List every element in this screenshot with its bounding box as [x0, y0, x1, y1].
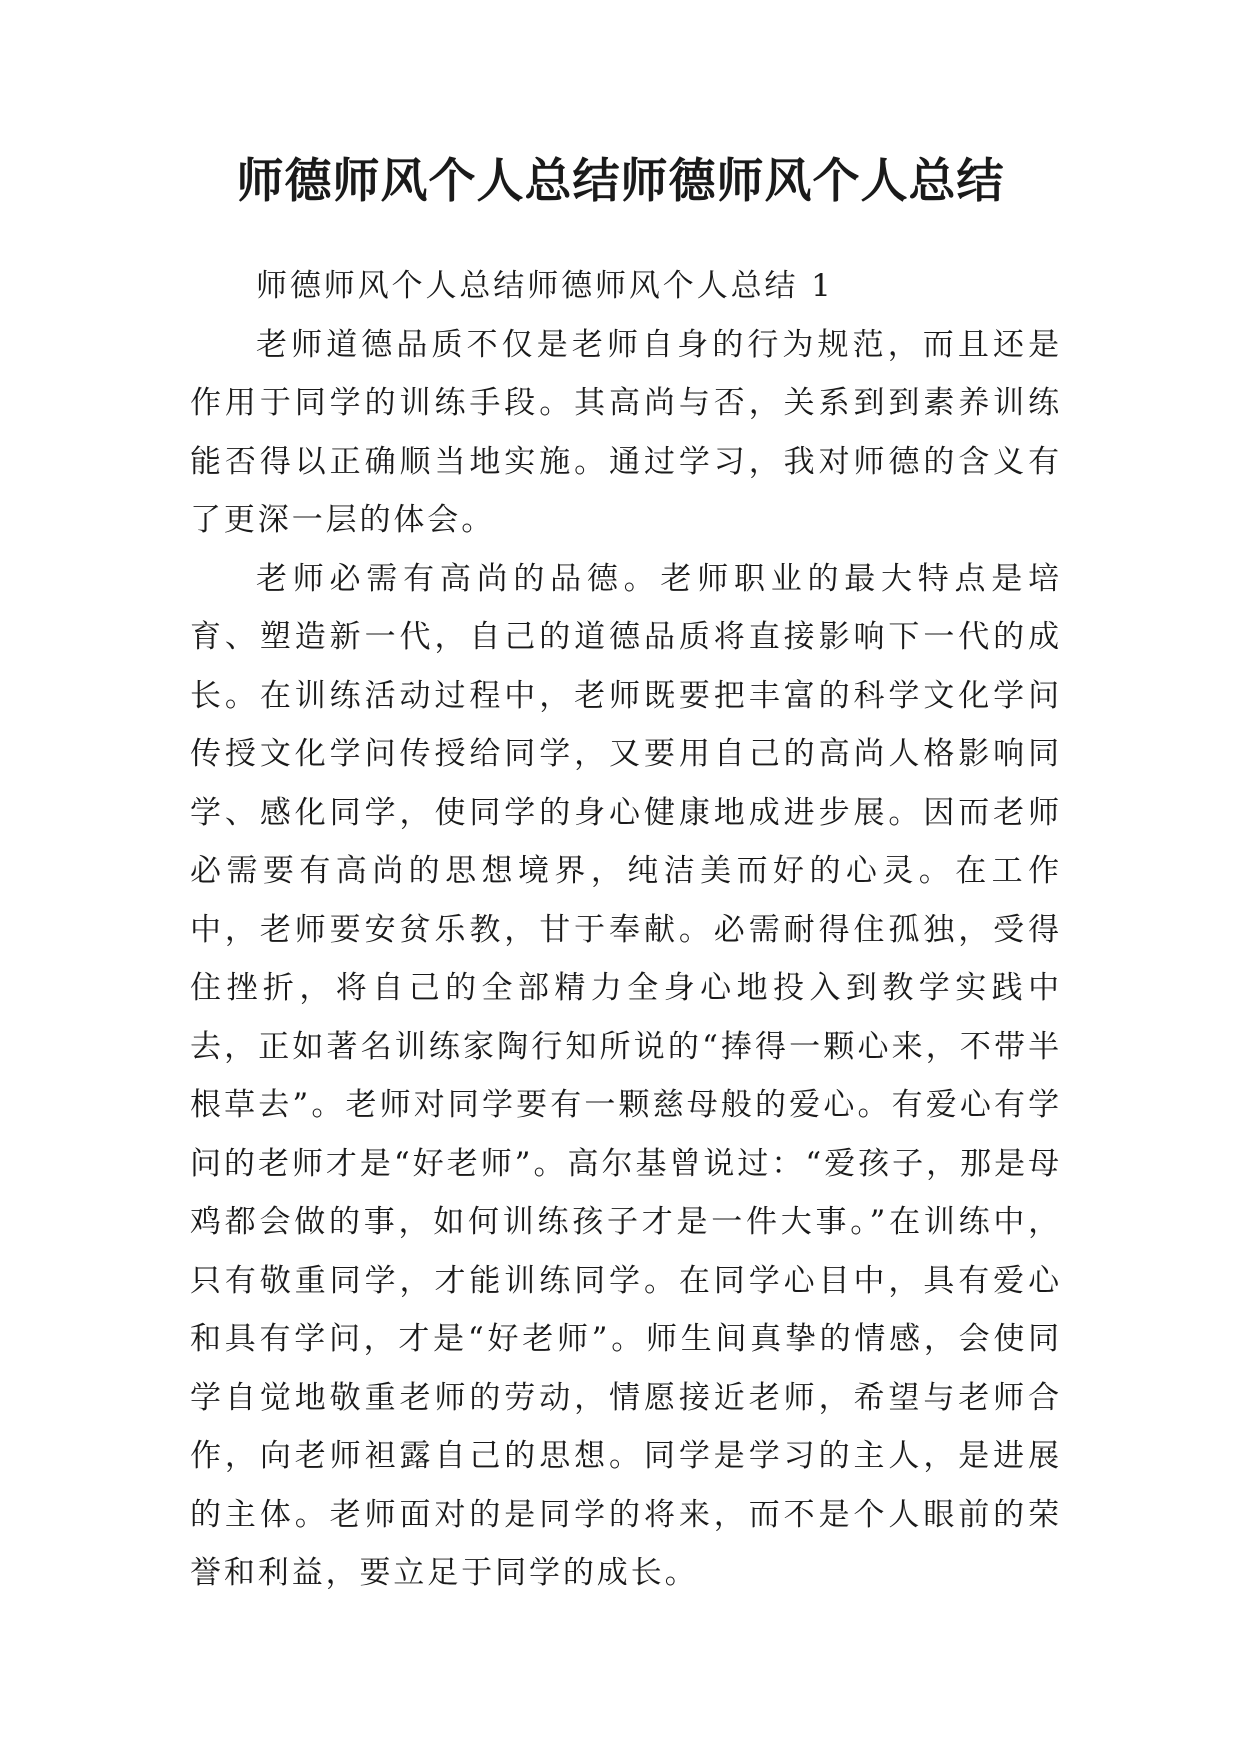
paragraph: 老师道德品质不仅是老师自身的行为规范，而且还是作用于同学的训练手段。其高尚与否，关系到到素养训练能否得以正确顺当地实施。通过学习，我对师德的含义有了更深一层的体会。 [190, 326, 1062, 538]
section-heading: 师德师风个人总结师德师风个人总结 1 [256, 268, 834, 304]
document-title: 师德师风个人总结师德师风个人总结 [236, 154, 1005, 209]
document-body [190, 257, 1062, 1603]
paragraph: 老师必需有高尚的品德。老师职业的最大特点是培育、塑造新一代，自己的道德品质将直接影响下一代的成长。在训练活动过程中，老师既要把丰富的科学文化学问传授文化学问传授给同学，又要用自己的高尚人格影响同学、感化同学，使同学的身心健康地成进步展。因而老师必需要有高尚的思想境界，纯洁美而好的心灵。在工作中，老师要安贫乐教，甘于奉献。必需耐得住孤独，受得住挫折，将自己的全部精力全身心地投入到教学实践中去，正如著名训练家陶行知所说的“捧得一颗心来，不带半根草去”。老师对同学要有一颗慈母般的爱心。有爱心有学问的老师才是“好老师”。高尔基曾说过：“爱孩子，那是母鸡都会做的事，如何训练孩子才是一件大事。”在训练中，只有敬重同学，才能训练同学。在同学心目中，具有爱心和具有学问，才是“好老师”。师生间真挚的情感，会使同学自觉地敬重老师的劳动，情愿接近老师，希望与老师合作，向老师袒露自己的思想。同学是学习的主人，是进展的主体。老师面对的是同学的将来，而不是个人眼前的荣誉和利益，要立足于同学的成长。 [190, 560, 1062, 1591]
